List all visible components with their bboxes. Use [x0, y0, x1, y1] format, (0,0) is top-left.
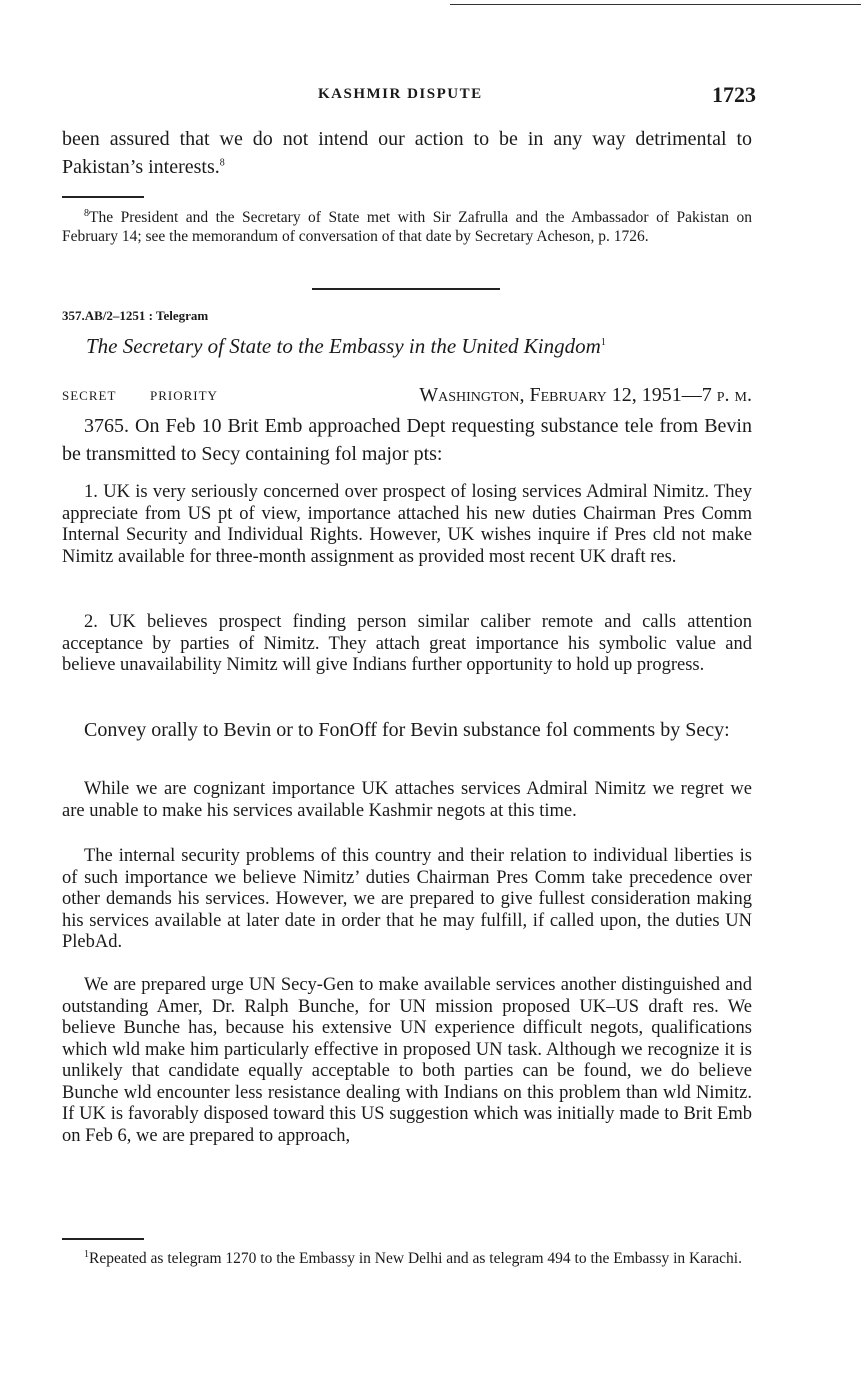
footnote-1-marker: 1 [84, 1248, 89, 1260]
comment-1: While we are cognizant importance UK attaches services Admiral Nimitz we regret we are unable to make his services available Kashmir negots at this time. [62, 779, 752, 821]
page-header [62, 82, 756, 110]
page-number: 1723 [712, 82, 756, 107]
instruction: Convey orally to Bevin or to FonOff for Bevin substance fol comments by Secy: [84, 719, 730, 741]
footnote-ref-8: 8 [219, 157, 225, 169]
footnote-8-text: The President and the Secretary of State met with Sir Zafrulla and the Ambassador of Pakistan on February 14; see the memorandum of conversation of that date by Secretary Acheson, p. 1726. [62, 209, 752, 245]
point-2: 2. UK believes prospect finding person similar caliber remote and calls attention acceptance by parties of Nimitz. They attach great importance his symbolic value and believe unavailability Nimitz will give Indians further opportunity to hold up progress. [62, 612, 752, 675]
point-1: 1. UK is very seriously concerned over prospect of losing services Admiral Nimitz. They appreciate from US pt of view, importance attached his new duties Chairman Pres Comm Internal Security and Individual Rights. However, UK wishes inquire if Pres cld not make Nimitz available for three-month assignment as provided most recent UK draft res. [62, 482, 752, 567]
comment-2: The internal security problems of this country and their relation to individual liberties is of such importance we believe Nimitz’ duties Chairman Pres Comm take precedence over other demands his services. However, we are prepared to give fullest consideration making his services available at later date in order that he may fulfill, if called upon, the duties UN PlebAd. [62, 846, 752, 952]
top-edge-line [450, 4, 861, 5]
classification: SECRET [62, 388, 117, 403]
footnote-separator-2 [62, 1238, 144, 1240]
document-file-reference: 357.AB/2–1251 : Telegram [62, 308, 209, 323]
document-title-text: The Secretary of State to the Embassy in the United Kingdom [86, 334, 601, 358]
carryover-text: been assured that we do not intend our action to be in any way detrimental to Pakistan’s interests. [62, 128, 752, 178]
dateline [62, 384, 752, 410]
footnote-1-text: Repeated as telegram 1270 to the Embassy in New Delhi and as telegram 494 to the Embassy in Karachi. [89, 1250, 742, 1267]
running-head: KASHMIR DISPUTE [318, 86, 483, 102]
telegram-intro: 3765. On Feb 10 Brit Emb approached Dept requesting substance tele from Bevin be transmitted to Secy containing fol major pts: [62, 415, 752, 465]
footnote-8-marker: 8 [84, 207, 89, 219]
precedence: PRIORITY [150, 388, 218, 403]
place-date: Washington, February 12, 1951—7 p. m. [419, 384, 752, 406]
section-divider [312, 288, 500, 290]
carryover-paragraph [62, 125, 752, 181]
footnote-8 [62, 208, 752, 246]
footnote-ref-1: 1 [600, 337, 606, 348]
footnote-1 [62, 1249, 752, 1268]
footnote-separator [62, 196, 144, 198]
comment-3: We are prepared urge UN Secy-Gen to make available services another distinguished and outstanding Amer, Dr. Ralph Bunche, for UN mission proposed UK–US draft res. We believe Bunche has, because his extensive UN experience difficult negots, qualifications which wld make him particularly effective in proposed UN task. Although we recognize it is unlikely that candidate equally acceptable to both parties can be found, we do believe Bunche wld encounter less resistance dealing with Indians on this problem than wld Nimitz. If UK is favorably disposed toward this US suggestion which was initially made to Brit Emb on Feb 6, we are prepared to approach, [62, 975, 752, 1146]
document-title [86, 334, 606, 359]
